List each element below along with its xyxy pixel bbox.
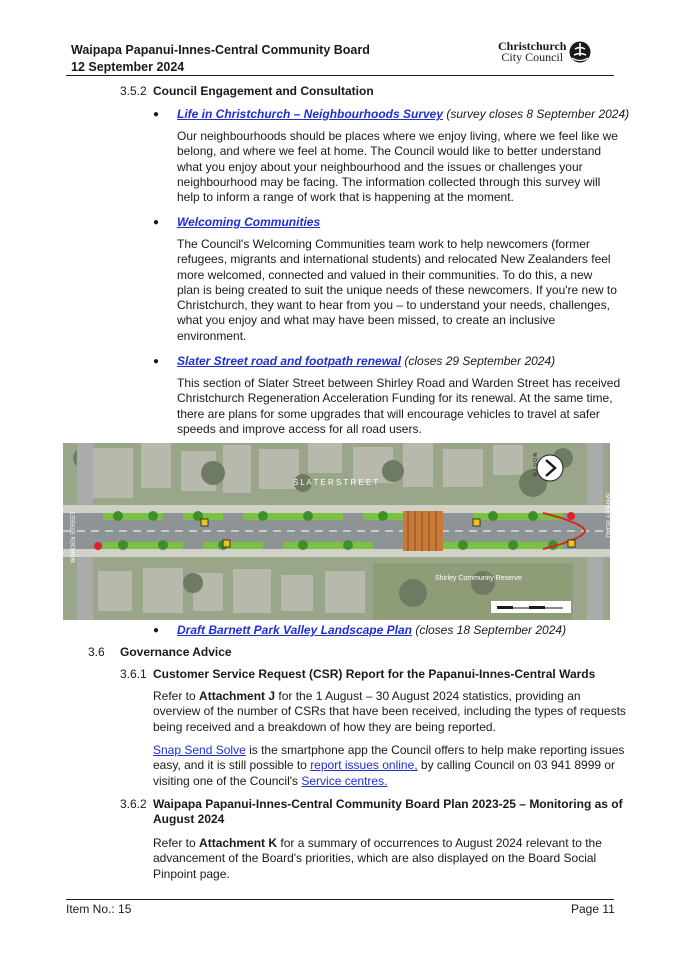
page-number: Page 11 xyxy=(571,902,615,916)
welcoming-communities-link[interactable]: Welcoming Communities xyxy=(177,215,321,229)
header-divider xyxy=(66,75,614,76)
attachment-j: Attachment J xyxy=(199,689,276,703)
section-number: 3.6 xyxy=(88,645,105,659)
item-description: This section of Slater Street between Shirley Road and Warden Street has received Christchurch Regeneration Acceleration Funding for its renewal. At the same time, there are plans for some upgrades that will encourage vehicles to travel at safer speeds and improve access for all road users. xyxy=(177,376,621,436)
slater-street-plan-image xyxy=(63,443,610,620)
survey-link[interactable]: Life in Christchurch – Neighbourhoods Survey xyxy=(177,107,444,121)
barnett-park-link[interactable]: Draft Barnett Park Valley Landscape Plan xyxy=(177,623,412,637)
map-label-warden-street: WARDEN STREET xyxy=(71,511,77,563)
bullet-icon: ● xyxy=(153,109,160,120)
map-label-reserve: Shirley Community Reserve xyxy=(435,575,522,582)
section-heading: Governance Advice xyxy=(120,645,232,659)
board-plan-paragraph: Refer to Attachment K for a summary of occurrences to August 2024 relevant to the advancement of the Board's priorities, which are also displayed on the Board Social Pinpoint page. xyxy=(153,836,602,881)
section-heading: Waipapa Papanui-Innes-Central Community Board Plan 2023-25 – Monitoring as of August 2024 xyxy=(153,797,623,826)
council-logo: Christchurch City Council xyxy=(498,41,591,63)
board-name: Waipapa Papanui-Innes-Central Community Board xyxy=(71,43,370,57)
item-number: Item No.: 15 xyxy=(66,902,132,916)
report-issues-link[interactable]: report issues online, xyxy=(310,758,418,773)
bullet-icon: ● xyxy=(153,625,160,636)
attachment-k: Attachment K xyxy=(199,836,278,850)
map-label-slater-street: S L A T E R S T R E E T xyxy=(293,478,379,487)
item-description: The Council's Welcoming Communities team work to help newcomers (former refugees, migrants and international students) and relocated New Zealanders feel more welcomed, connected and valued in their communities. To do this, a new plan is being created to suit the unique needs of these newcomers. If you're new to Christchurch, they want to hear from you – to understand your needs, challenges, what you enjoy and what may have been missed, to create an inclusive environment. xyxy=(177,237,617,343)
csr-paragraph: Refer to Attachment J for the 1 August – 30 August 2024 statistics, providing an overview of the number of CSRs that have been received, including the types of requests being received and a breakdown of how they are being reported. xyxy=(153,689,626,734)
service-centres-link[interactable]: Service centres. xyxy=(301,773,388,788)
section-number: 3.6.2 xyxy=(120,797,147,811)
meeting-date: 12 September 2024 xyxy=(71,60,185,74)
section-heading: Customer Service Request (CSR) Report for the Papanui-Innes-Central Wards xyxy=(153,667,596,681)
bullet-icon: ● xyxy=(153,356,160,367)
slater-street-link[interactable]: Slater Street road and footpath renewal xyxy=(177,354,402,368)
bullet-icon: ● xyxy=(153,217,160,228)
map-label-shirley-road: SHIRLEY ROAD xyxy=(604,493,610,538)
document-header xyxy=(71,42,370,76)
map-label-north: N O R T H xyxy=(531,453,537,477)
section-number: 3.5.2 xyxy=(120,84,147,98)
snap-send-solve-paragraph: Snap Send Solve is the smartphone app the Council offers to help make reporting issues easy, and it is still possible to report issues online, by calling Council on 03 941 8999 or visiting one of the Council's Service centres. xyxy=(153,743,625,788)
section-number: 3.6.1 xyxy=(120,667,147,681)
snap-send-solve-link[interactable]: Snap Send Solve xyxy=(153,743,246,757)
council-emblem-icon xyxy=(569,41,591,63)
north-arrow-icon xyxy=(537,455,563,481)
item-description: Our neighbourhoods should be places where we enjoy living, where we feel like we belong, and where we feel at home. The Council would like to better understand what you enjoy about your neighbourhood and the issues or challenges your neighbourhood may be facing. The information collected through this survey will help to inform a range of work that is happening at the moment. xyxy=(177,129,618,205)
footer-divider xyxy=(66,899,614,900)
section-heading: Council Engagement and Consultation xyxy=(153,84,374,98)
